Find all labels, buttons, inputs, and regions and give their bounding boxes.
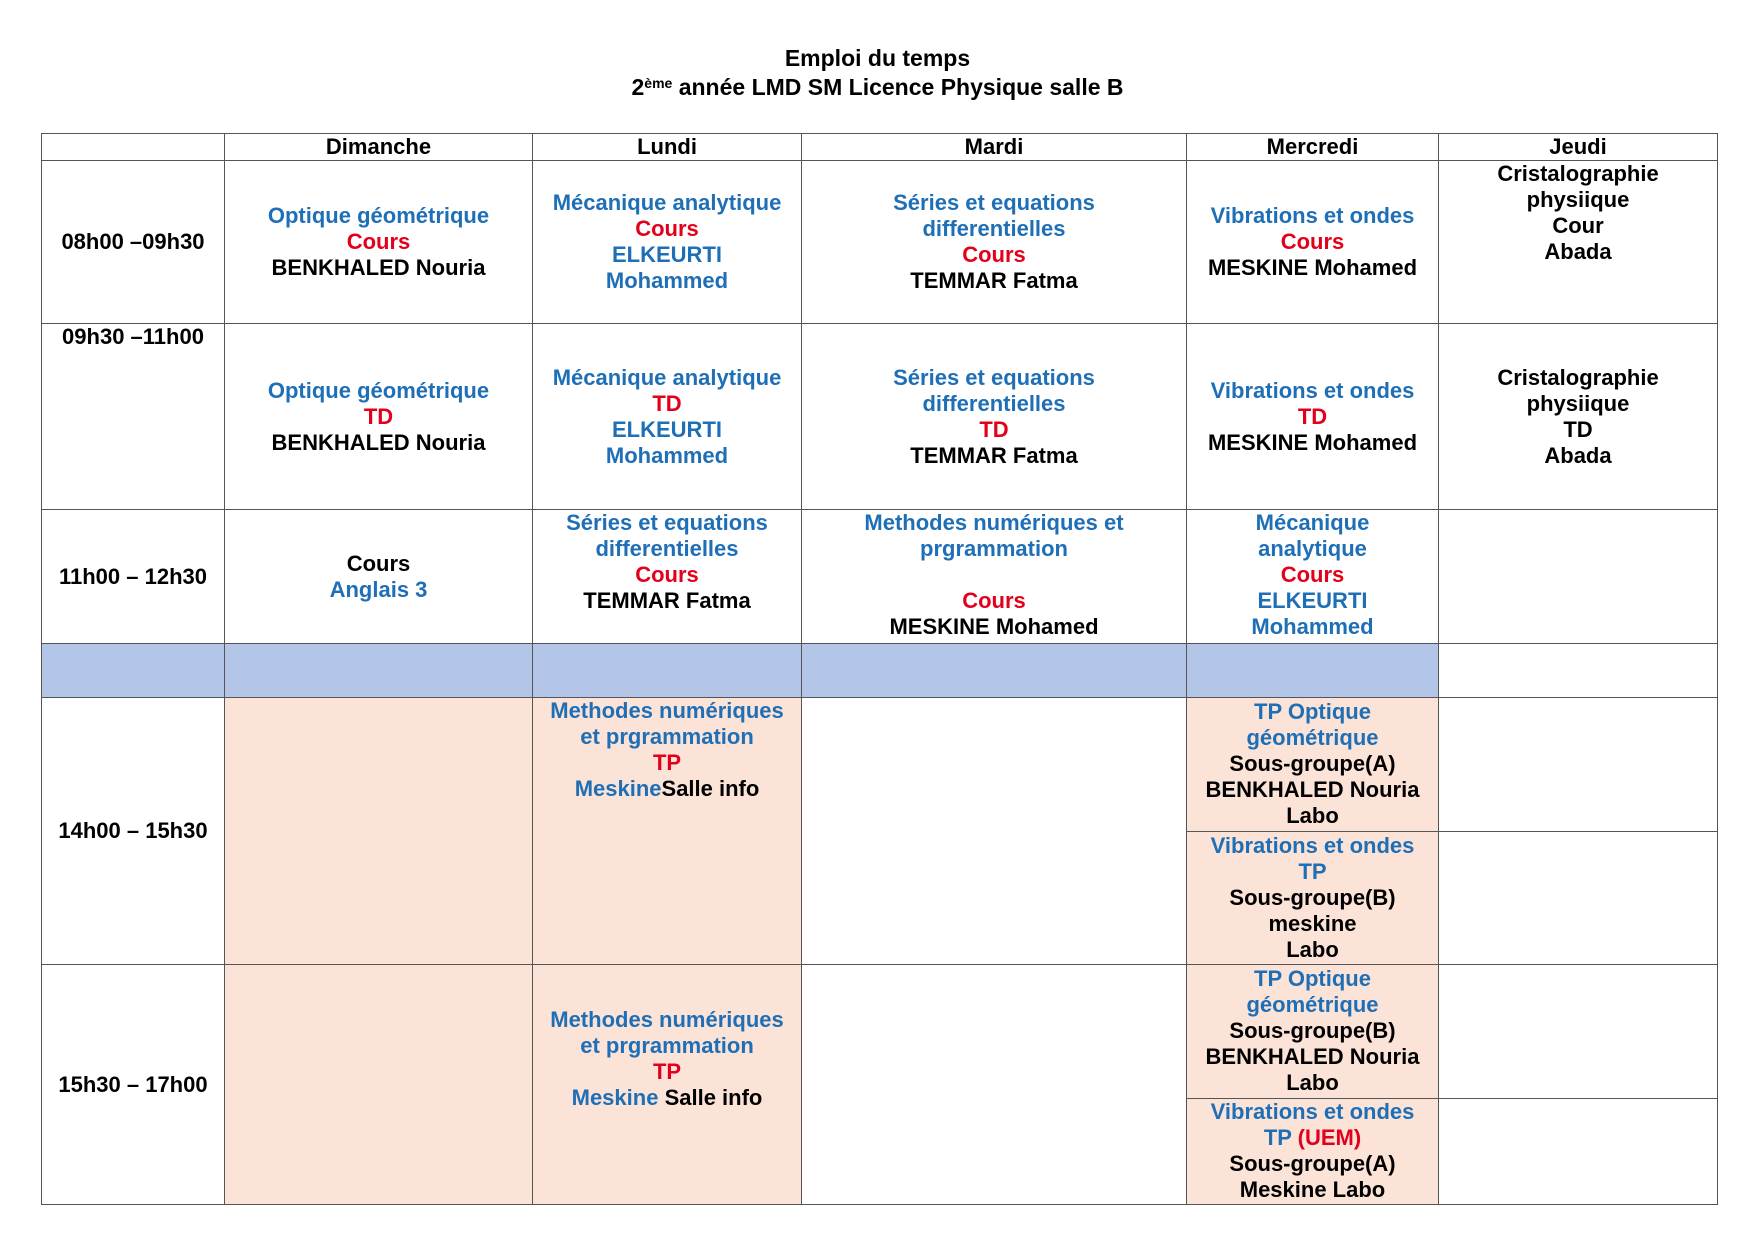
empty-cell bbox=[1439, 698, 1718, 831]
title-line2 bbox=[0, 73, 1755, 102]
teacher-name: Mohammed bbox=[605, 442, 729, 468]
course-name: Mécanique bbox=[1255, 510, 1370, 536]
time-cell: 11h00 – 12h30 bbox=[42, 510, 225, 643]
empty-cell bbox=[225, 965, 533, 1205]
teacher-name: Abada bbox=[1544, 442, 1612, 468]
course-name: physiique bbox=[1526, 187, 1630, 213]
teacher-name: ELKEURTI bbox=[612, 241, 722, 267]
course-cell bbox=[533, 323, 802, 510]
day-header-dimanche: Dimanche bbox=[225, 134, 533, 161]
teacher-name: MESKINE Mohamed bbox=[1207, 254, 1418, 280]
teacher-name: Meskine bbox=[571, 1084, 659, 1110]
course-cell bbox=[1187, 965, 1439, 1098]
course-cell bbox=[802, 510, 1187, 643]
blank-line bbox=[802, 562, 1186, 588]
course-cell bbox=[802, 161, 1187, 324]
course-name: differentielles bbox=[922, 215, 1066, 241]
teacher-name: Meskine bbox=[574, 776, 662, 802]
course-cell bbox=[1187, 510, 1439, 643]
empty-cell bbox=[1439, 643, 1718, 697]
title-year-suffix: ème bbox=[644, 75, 673, 91]
room-name: Salle info bbox=[661, 776, 760, 802]
course-name: Vibrations et ondes bbox=[1210, 1099, 1415, 1125]
teacher-name: MESKINE Mohamed bbox=[889, 614, 1099, 640]
teacher-room: Meskine Labo bbox=[1239, 1177, 1386, 1203]
day-header-mardi: Mardi bbox=[802, 134, 1187, 161]
course-cell bbox=[1187, 1098, 1439, 1205]
teacher-name: ELKEURTI bbox=[612, 416, 722, 442]
empty-cell bbox=[1439, 510, 1718, 643]
course-type: TD bbox=[652, 390, 682, 416]
course-type: Cours bbox=[346, 228, 411, 254]
slot-row-1 bbox=[42, 161, 1718, 324]
day-header-jeudi: Jeudi bbox=[1439, 134, 1718, 161]
course-name: Mécanique analytique bbox=[552, 364, 782, 390]
course-type: Cours bbox=[346, 550, 411, 576]
course-name: Optique géométrique bbox=[267, 202, 490, 228]
teacher-name: MESKINE Mohamed bbox=[1207, 429, 1418, 455]
course-cell bbox=[1187, 161, 1439, 324]
room-name: Labo bbox=[1286, 803, 1339, 829]
teacher-name: BENKHALED Nouria bbox=[271, 429, 486, 455]
teacher-name: Abada bbox=[1544, 239, 1612, 265]
slot-row-4a bbox=[42, 698, 1718, 831]
slot-row-2 bbox=[42, 323, 1718, 510]
document-title bbox=[0, 44, 1755, 102]
subgroup-label: Sous-groupe(B) bbox=[1229, 884, 1396, 910]
course-type: TP bbox=[652, 750, 682, 776]
unit-code: (UEM) bbox=[1291, 1125, 1362, 1151]
course-name: Séries et equations bbox=[893, 364, 1095, 390]
time-cell: 15h30 – 17h00 bbox=[42, 965, 225, 1205]
course-name: analytique bbox=[1258, 536, 1367, 562]
course-name: differentielles bbox=[922, 390, 1066, 416]
header-row bbox=[42, 134, 1718, 161]
empty-cell bbox=[225, 698, 533, 965]
course-name: Optique géométrique bbox=[267, 377, 490, 403]
empty-cell bbox=[802, 965, 1187, 1205]
course-name: Vibrations et ondes bbox=[1210, 832, 1415, 858]
course-cell bbox=[533, 965, 802, 1205]
course-type-line bbox=[1187, 1125, 1438, 1151]
course-name: géométrique bbox=[1246, 992, 1379, 1018]
break-cell bbox=[1187, 643, 1439, 697]
teacher-room bbox=[533, 776, 801, 802]
course-cell bbox=[1187, 831, 1439, 964]
room-name: Salle info bbox=[658, 1084, 763, 1110]
course-name: géométrique bbox=[1246, 725, 1379, 751]
teacher-name: BENKHALED Nouria bbox=[1205, 1044, 1420, 1070]
course-cell bbox=[1187, 698, 1439, 831]
course-cell bbox=[1187, 323, 1439, 510]
course-type: Cour bbox=[1552, 213, 1604, 239]
course-name: Anglais 3 bbox=[329, 576, 428, 602]
course-type: TP bbox=[652, 1058, 682, 1084]
course-name: et prgrammation bbox=[580, 724, 754, 750]
subgroup-label: Sous-groupe(A) bbox=[1229, 1151, 1396, 1177]
title-year-number: 2 bbox=[631, 74, 645, 100]
course-type: Cours bbox=[1280, 562, 1345, 588]
course-cell bbox=[533, 510, 802, 643]
break-row bbox=[42, 643, 1718, 697]
course-name: Vibrations et ondes bbox=[1210, 377, 1415, 403]
teacher-name: TEMMAR Fatma bbox=[583, 588, 751, 614]
time-cell: 09h30 –11h00 bbox=[42, 323, 225, 510]
teacher-name: TEMMAR Fatma bbox=[910, 442, 1078, 468]
break-cell bbox=[533, 643, 802, 697]
course-name: TP Optique bbox=[1254, 699, 1371, 725]
course-cell bbox=[533, 161, 802, 324]
time-cell: 08h00 –09h30 bbox=[42, 161, 225, 324]
teacher-name: ELKEURTI bbox=[1257, 588, 1368, 614]
course-cell bbox=[1439, 323, 1718, 510]
course-name: prgrammation bbox=[920, 536, 1068, 562]
course-type: TD bbox=[363, 403, 394, 429]
course-name: Methodes numériques et bbox=[864, 510, 1124, 536]
corner-cell bbox=[42, 134, 225, 161]
course-type: TP bbox=[1298, 858, 1327, 884]
teacher-name: BENKHALED Nouria bbox=[1205, 777, 1420, 803]
course-name: Séries et equations bbox=[566, 510, 768, 536]
course-type: Cours bbox=[962, 588, 1026, 614]
break-cell bbox=[42, 643, 225, 697]
course-name: Cristalographie bbox=[1497, 161, 1659, 187]
course-type: TD bbox=[1563, 416, 1593, 442]
course-name: Methodes numériques bbox=[550, 698, 784, 724]
course-name: Vibrations et ondes bbox=[1210, 202, 1415, 228]
empty-cell bbox=[802, 698, 1187, 965]
course-type: Cours bbox=[635, 215, 699, 241]
subgroup-label: Sous-groupe(A) bbox=[1229, 751, 1396, 777]
course-type: TP bbox=[1263, 1125, 1292, 1151]
course-type: Cours bbox=[635, 562, 699, 588]
teacher-name: BENKHALED Nouria bbox=[271, 254, 486, 280]
empty-cell bbox=[1439, 831, 1718, 964]
course-type: Cours bbox=[1280, 228, 1345, 254]
course-name: physiique bbox=[1526, 390, 1630, 416]
course-name: Séries et equations bbox=[893, 189, 1095, 215]
course-name: Mécanique analytique bbox=[552, 189, 782, 215]
course-name: differentielles bbox=[595, 536, 739, 562]
subgroup-label: Sous-groupe(B) bbox=[1229, 1018, 1396, 1044]
teacher-name: Mohammed bbox=[1251, 614, 1374, 640]
empty-cell bbox=[1439, 1098, 1718, 1205]
course-cell bbox=[225, 323, 533, 510]
title-program: année LMD SM Licence Physique salle B bbox=[672, 74, 1124, 100]
title-line1: Emploi du temps bbox=[784, 45, 971, 71]
course-type: TD bbox=[1297, 403, 1328, 429]
room-name: Labo bbox=[1286, 936, 1339, 962]
slot-row-3 bbox=[42, 510, 1718, 643]
course-cell bbox=[1439, 161, 1718, 324]
course-name: Cristalographie bbox=[1497, 364, 1659, 390]
empty-cell bbox=[1439, 965, 1718, 1098]
course-cell bbox=[225, 510, 533, 643]
room-name: Labo bbox=[1286, 1070, 1339, 1096]
course-type: TD bbox=[979, 416, 1009, 442]
teacher-name: Mohammed bbox=[605, 267, 729, 293]
teacher-name: TEMMAR Fatma bbox=[910, 267, 1078, 293]
course-name: TP Optique bbox=[1254, 966, 1371, 992]
course-type: Cours bbox=[962, 241, 1026, 267]
blank-line bbox=[533, 1111, 801, 1163]
course-name: et prgrammation bbox=[580, 1032, 754, 1058]
day-header-lundi: Lundi bbox=[533, 134, 802, 161]
timetable bbox=[41, 133, 1718, 1205]
day-header-mercredi: Mercredi bbox=[1187, 134, 1439, 161]
course-cell bbox=[225, 161, 533, 324]
time-cell: 14h00 – 15h30 bbox=[42, 698, 225, 965]
course-cell bbox=[533, 698, 802, 965]
course-cell bbox=[802, 323, 1187, 510]
break-cell bbox=[802, 643, 1187, 697]
course-name: Methodes numériques bbox=[550, 1006, 784, 1032]
break-cell bbox=[225, 643, 533, 697]
teacher-name: meskine bbox=[1268, 910, 1357, 936]
slot-row-5a bbox=[42, 965, 1718, 1098]
teacher-room bbox=[533, 1085, 801, 1111]
